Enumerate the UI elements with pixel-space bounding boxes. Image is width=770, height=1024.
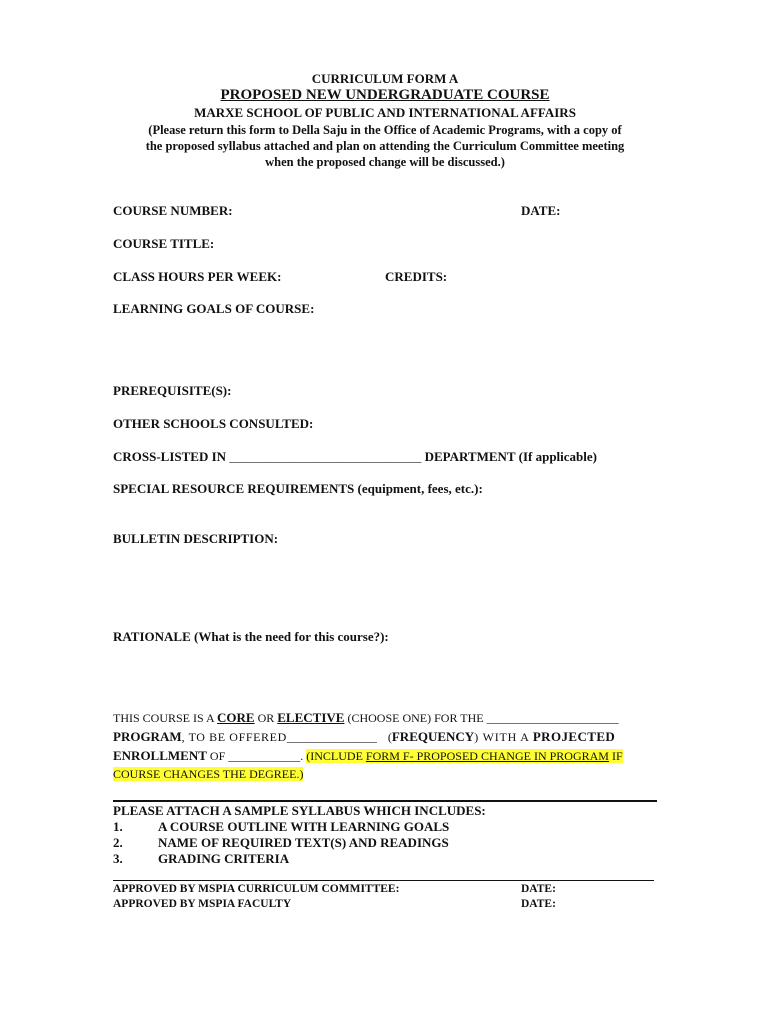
list-text: A COURSE OUTLINE WITH LEARNING GOALS (158, 819, 450, 834)
approved-committee-date: DATE: (521, 883, 556, 895)
credits-label: CREDITS: (385, 269, 448, 284)
page-title: PROPOSED NEW UNDERGRADUATE COURSE (220, 87, 550, 103)
list-text: NAME OF REQUIRED TEXT(S) AND READINGS (158, 835, 449, 850)
period-text: . (300, 749, 307, 763)
degree-change-note: COURSE CHANGES THE DEGREE.) (113, 767, 304, 781)
date-label: DATE: (521, 203, 561, 218)
cross-listed-prefix: CROSS-LISTED IN (113, 449, 227, 464)
choose-one-text: (CHOOSE ONE) FOR THE (344, 711, 487, 725)
prerequisites-label: PREREQUISITE(S): (113, 383, 232, 398)
offered-text: , TO BE OFFERED (181, 730, 287, 744)
core-elective-line-2 (113, 727, 657, 747)
core-option: CORE (217, 710, 255, 725)
bulletin-description-label: BULLETIN DESCRIPTION: (113, 531, 279, 546)
special-resources-label: SPECIAL RESOURCE REQUIREMENTS (equipment, fees, etc.): (113, 481, 483, 496)
list-text: GRADING CRITERIA (158, 851, 290, 866)
form-f-link[interactable]: FORM F- PROPOSED CHANGE IN PROGRAM (365, 749, 609, 763)
school-name: MARXE SCHOOL OF PUBLIC AND INTERNATIONAL AFFAIRS (194, 105, 576, 120)
include-text: (INCLUDE (306, 749, 366, 763)
learning-goals-label: LEARNING GOALS OF COURSE: (113, 301, 315, 316)
syllabus-heading: PLEASE ATTACH A SAMPLE SYLLABUS WHICH INCLUDES: (113, 803, 486, 818)
core-elective-line-3 (113, 746, 657, 766)
core-elective-text: THIS COURSE IS A (113, 711, 218, 725)
highlighted-note (306, 749, 622, 763)
cross-listed-blank: ________________________________ (229, 450, 422, 464)
of-text: OF (206, 749, 229, 763)
rationale-label: RATIONALE (What is the need for this course?): (113, 629, 389, 644)
cross-listed-suffix: DEPARTMENT (If applicable) (424, 449, 597, 464)
core-elective-line-4 (113, 765, 303, 784)
or-text: OR (254, 711, 278, 725)
other-schools-label: OTHER SCHOOLS CONSULTED: (113, 416, 314, 431)
course-number-label: COURSE NUMBER: (113, 203, 233, 218)
list-item (113, 851, 289, 867)
if-text: IF (608, 749, 623, 763)
approved-faculty-date: DATE: (521, 898, 556, 910)
list-number: 1. (113, 819, 123, 834)
list-number: 2. (113, 835, 123, 850)
with-a-text: ) WITH A (474, 730, 533, 744)
class-hours-label: CLASS HOURS PER WEEK: (113, 269, 282, 284)
list-item (113, 835, 449, 851)
instructions-line-3: when the proposed change will be discussed.) (265, 155, 505, 169)
cross-listed-line (113, 449, 597, 465)
offered-blank: _______________ (286, 730, 377, 744)
paren-open: ( (384, 730, 392, 744)
instructions-line-2: the proposed syllabus attached and plan on attending the Curriculum Committee meeting (145, 139, 625, 153)
program-blank: ______________________ (486, 711, 619, 725)
list-item (113, 819, 449, 835)
form-label: CURRICULUM FORM A (311, 71, 459, 86)
enrollment-blank: ____________ (228, 749, 301, 763)
frequency-text: FREQUENCY (391, 729, 475, 744)
course-title-label: COURSE TITLE: (113, 236, 215, 251)
approved-committee-label: APPROVED BY MSPIA CURRICULUM COMMITTEE: (113, 883, 400, 895)
signature-divider (113, 880, 654, 881)
enrollment-text: ENROLLMENT (113, 748, 207, 763)
program-text: PROGRAM (113, 729, 182, 744)
section-divider-thick (113, 800, 657, 802)
projected-text: PROJECTED (532, 729, 616, 744)
list-number: 3. (113, 851, 123, 866)
approved-faculty-label: APPROVED BY MSPIA FACULTY (113, 898, 292, 910)
elective-option: ELECTIVE (277, 710, 345, 725)
instructions-line-1: (Please return this form to Della Saju in the Office of Academic Programs, with a copy of (148, 123, 622, 137)
core-elective-line-1 (113, 708, 657, 728)
